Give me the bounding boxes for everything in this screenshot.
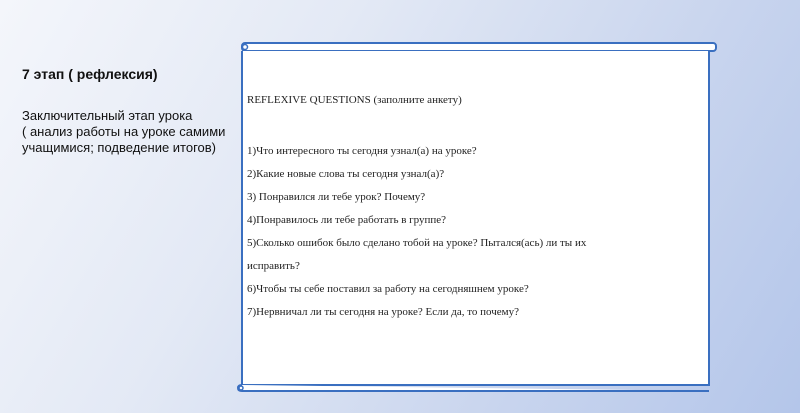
question-item: 2)Какие новые слова ты сегодня узнал(а)? [247, 168, 445, 180]
questionnaire-scroll [237, 42, 718, 392]
stage-title: 7 этап ( рефлексия) [22, 66, 158, 82]
question-item: 1)Что интересного ты сегодня узнал(а) на уроке? [247, 145, 477, 157]
description-line: Заключительный этап урока [22, 108, 193, 123]
stage-info [22, 66, 242, 156]
question-item: 4)Понравилось ли тебе работать в группе? [247, 214, 447, 226]
question-item: исправить? [247, 260, 300, 272]
scroll-content [247, 94, 707, 324]
description-line: ( анализ работы на уроке самими [22, 124, 226, 139]
question-list [247, 140, 707, 324]
question-item: 3) Понравился ли тебе урок? Почему? [247, 191, 426, 203]
description-line: учащимися; подведение итогов) [22, 140, 217, 155]
question-item: 7)Нервничал ли ты сегодня на уроке? Если да, то почему? [247, 306, 519, 318]
question-item: 6)Чтобы ты себе поставил за работу на сегодняшнем уроке? [247, 283, 529, 295]
stage-description [22, 108, 242, 156]
questionnaire-heading: REFLEXIVE QUESTIONS (заполните анкету) [247, 94, 462, 106]
question-item: 5)Сколько ошибок было сделано тобой на уроке? Пытался(ась) ли ты их [247, 237, 587, 249]
